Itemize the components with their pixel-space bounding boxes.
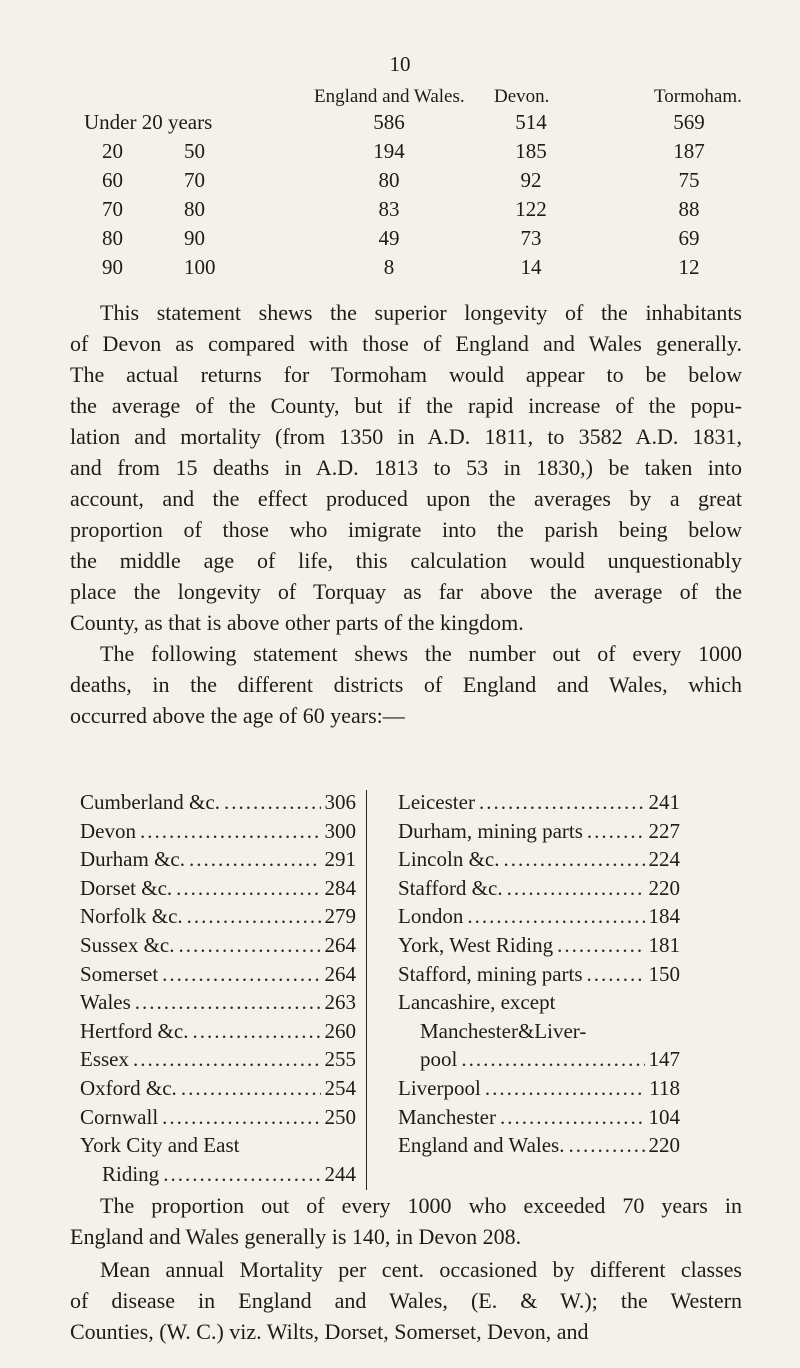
age-to: 100 [184, 255, 216, 279]
dot-leader [179, 933, 321, 958]
cell-tormoham: 88 [678, 197, 700, 221]
cell-devon: 185 [515, 139, 547, 163]
dot-leader [133, 1047, 321, 1072]
dot-leader [163, 1162, 320, 1187]
district-name: Devon [80, 818, 136, 843]
district-name: Essex [80, 1047, 129, 1072]
district-value: 250 [324, 1104, 356, 1129]
district-value: 224 [648, 847, 680, 872]
dot-leader [479, 790, 645, 815]
district-value: 104 [648, 1104, 680, 1129]
district-value: 263 [324, 990, 356, 1015]
district-name: Lincoln &c. [398, 847, 500, 872]
age-from: 70 [102, 197, 123, 221]
age-from: 60 [102, 168, 123, 192]
dot-leader [181, 1076, 321, 1101]
dot-leader [467, 904, 644, 929]
district-name: Cornwall [80, 1104, 159, 1129]
list-item [398, 962, 680, 991]
text-line: occurred above the age of 60 years:— [70, 703, 405, 728]
district-name: Leicester [398, 790, 475, 814]
district-name: Durham &c. [80, 847, 185, 872]
list-item [398, 933, 680, 962]
district-name: Manchester&Liver- [420, 1018, 587, 1043]
cell-england-wales: 49 [378, 226, 400, 250]
list-item [80, 847, 356, 876]
list-item [80, 1047, 356, 1076]
district-name: Stafford, mining parts [398, 961, 583, 986]
text-line: deaths, in the different districts of England and Wales, which [70, 672, 742, 697]
text-line: Mean annual Mortality per cent. occasioned by different classes [100, 1257, 742, 1282]
list-item [398, 1047, 680, 1076]
list-item [398, 1105, 680, 1134]
district-value: 255 [324, 1047, 356, 1072]
list-item [80, 1133, 356, 1162]
text-line: County, as that is above other parts of the kingdom. [70, 610, 524, 635]
list-item [398, 790, 680, 819]
dot-leader [568, 1133, 644, 1158]
cell-devon: 14 [520, 255, 542, 279]
cell-tormoham: 69 [678, 226, 700, 250]
age-to: 80 [184, 197, 205, 221]
district-value: 264 [324, 961, 356, 986]
text-line: account, and the effect produced upon the averages by a great [70, 486, 742, 511]
table-row [84, 139, 744, 168]
list-item [398, 904, 680, 933]
dot-leader [192, 1019, 320, 1044]
age-to: 50 [184, 139, 205, 163]
text-line: proportion of those who imigrate into the parish being below [70, 517, 742, 542]
list-item [398, 1133, 680, 1162]
age-to: 70 [184, 168, 205, 192]
table-row [84, 168, 744, 197]
cell-devon: 122 [515, 197, 547, 221]
cell-devon: 73 [520, 226, 542, 250]
list-item [398, 1076, 680, 1105]
list-item [398, 1019, 680, 1048]
text-line: England and Wales generally is 140, in Devon 208. [70, 1224, 522, 1249]
cell-devon: 92 [520, 168, 542, 192]
district-value: 184 [648, 904, 680, 929]
page-number: 10 [389, 52, 411, 76]
district-value: 227 [648, 818, 680, 843]
district-value: 264 [324, 932, 356, 957]
text-line: Counties, (W. C.) viz. Wilts, Dorset, Somerset, Devon, and [70, 1319, 589, 1344]
text-line: The following statement shews the number out of every 1000 [100, 641, 742, 666]
district-name: Hertford &c. [80, 1018, 189, 1043]
list-item [80, 876, 356, 905]
district-name: Cumberland &c. [80, 790, 220, 814]
text-line: and from 15 deaths in A.D. 1813 to 53 in 1830,) be taken into [70, 455, 742, 480]
district-value: 300 [324, 818, 356, 843]
list-item [80, 933, 356, 962]
district-name: London [398, 904, 464, 929]
text-line: This statement shews the superior longevity of the inhabitants [100, 300, 742, 325]
district-name: Riding [102, 1161, 160, 1186]
district-value: 118 [649, 1075, 680, 1100]
dot-leader [461, 1047, 644, 1072]
header-tormoham: Tormoham. [654, 86, 742, 107]
district-name: Somerset [80, 961, 159, 986]
cell-england-wales: 586 [373, 110, 405, 134]
list-item [80, 904, 356, 933]
list-item [398, 876, 680, 905]
text-line: place the longevity of Torquay as far above the average of the [70, 579, 742, 604]
district-value: 181 [648, 932, 680, 957]
district-name: York City and East [80, 1133, 240, 1158]
district-name: Lancashire, except [398, 990, 556, 1015]
dot-leader [485, 1076, 645, 1101]
table-row [84, 197, 744, 226]
dot-leader [587, 962, 645, 987]
district-name: Stafford &c. [398, 875, 503, 900]
district-name: pool [420, 1047, 458, 1072]
district-list-right [398, 790, 680, 1162]
dot-leader [503, 847, 644, 872]
age-from: 20 [102, 139, 123, 163]
cell-tormoham: 12 [678, 255, 700, 279]
dot-leader [176, 876, 320, 901]
district-value: 291 [324, 847, 356, 872]
cell-england-wales: 80 [378, 168, 400, 192]
dot-leader [224, 790, 321, 815]
cell-tormoham: 187 [673, 139, 705, 163]
list-item [398, 819, 680, 848]
list-item [80, 962, 356, 991]
list-item [80, 1105, 356, 1134]
list-item [80, 1019, 356, 1048]
district-value: 150 [648, 961, 680, 986]
age-distribution-table [84, 80, 744, 284]
paragraph-mortality [70, 1254, 742, 1347]
district-name: Norfolk &c. [80, 904, 183, 929]
district-value: 244 [324, 1161, 356, 1186]
dot-leader [557, 933, 644, 958]
district-value: 241 [648, 790, 680, 814]
list-item [80, 790, 356, 819]
district-value: 220 [648, 875, 680, 900]
header-england-wales: England and Wales. [314, 86, 465, 107]
table-row [84, 110, 744, 139]
list-item [398, 990, 680, 1019]
paragraph-districts-intro [70, 638, 742, 731]
district-name: Durham, mining parts [398, 818, 583, 843]
dot-leader [189, 847, 321, 872]
age-from: 90 [102, 255, 123, 279]
district-name: Dorset &c. [80, 875, 173, 900]
district-value: 279 [324, 904, 356, 929]
cell-england-wales: 194 [373, 139, 405, 163]
list-item [398, 847, 680, 876]
text-line: the middle age of life, this calculation would unquestionably [70, 548, 742, 573]
age-from: 80 [102, 226, 123, 250]
dot-leader [587, 819, 645, 844]
text-line: of disease in England and Wales, (E. & W.); the Western [70, 1288, 742, 1313]
dot-leader [162, 962, 320, 987]
paragraph-longevity [70, 297, 742, 638]
text-line: lation and mortality (from 1350 in A.D. 1811, to 3582 A.D. 1831, [70, 424, 742, 449]
table-header-row [84, 80, 744, 110]
list-item [80, 819, 356, 848]
row-label: Under 20 years [84, 110, 213, 134]
dot-leader [187, 904, 321, 929]
dot-leader [162, 1105, 320, 1130]
dot-leader [507, 876, 645, 901]
dot-leader [135, 990, 321, 1015]
cell-devon: 514 [515, 110, 547, 134]
cell-england-wales: 83 [378, 197, 400, 221]
dot-leader [500, 1105, 645, 1130]
district-value: 220 [648, 1133, 680, 1158]
table-row [84, 255, 744, 284]
list-item [80, 990, 356, 1019]
district-name: Sussex &c. [80, 932, 175, 957]
text-line: The actual returns for Tormoham would appear to be below [70, 362, 742, 387]
list-item [80, 1162, 356, 1191]
text-line: the average of the County, but if the rapid increase of the popu- [70, 393, 742, 418]
cell-tormoham: 569 [673, 110, 705, 134]
district-value: 306 [324, 790, 356, 814]
dot-leader [140, 819, 321, 844]
district-name: Oxford &c. [80, 1075, 177, 1100]
district-name: Manchester [398, 1104, 496, 1129]
district-name: Wales [80, 990, 131, 1015]
header-devon: Devon. [494, 86, 550, 107]
district-name: Liverpool [398, 1075, 481, 1100]
paragraph-seventy-years [70, 1190, 742, 1252]
district-value: 260 [324, 1018, 356, 1043]
cell-england-wales: 8 [383, 255, 395, 279]
district-name: England and Wales. [398, 1133, 565, 1158]
age-to: 90 [184, 226, 205, 250]
district-list-left [80, 790, 367, 1190]
table-row [84, 226, 744, 255]
list-item [80, 1076, 356, 1105]
text-line: The proportion out of every 1000 who exceeded 70 years in [100, 1193, 742, 1218]
district-value: 254 [324, 1075, 356, 1100]
district-value: 147 [648, 1047, 680, 1072]
district-value: 284 [324, 875, 356, 900]
district-name: York, West Riding [398, 932, 554, 957]
cell-tormoham: 75 [678, 168, 700, 192]
text-line: of Devon as compared with those of England and Wales generally. [70, 331, 742, 356]
